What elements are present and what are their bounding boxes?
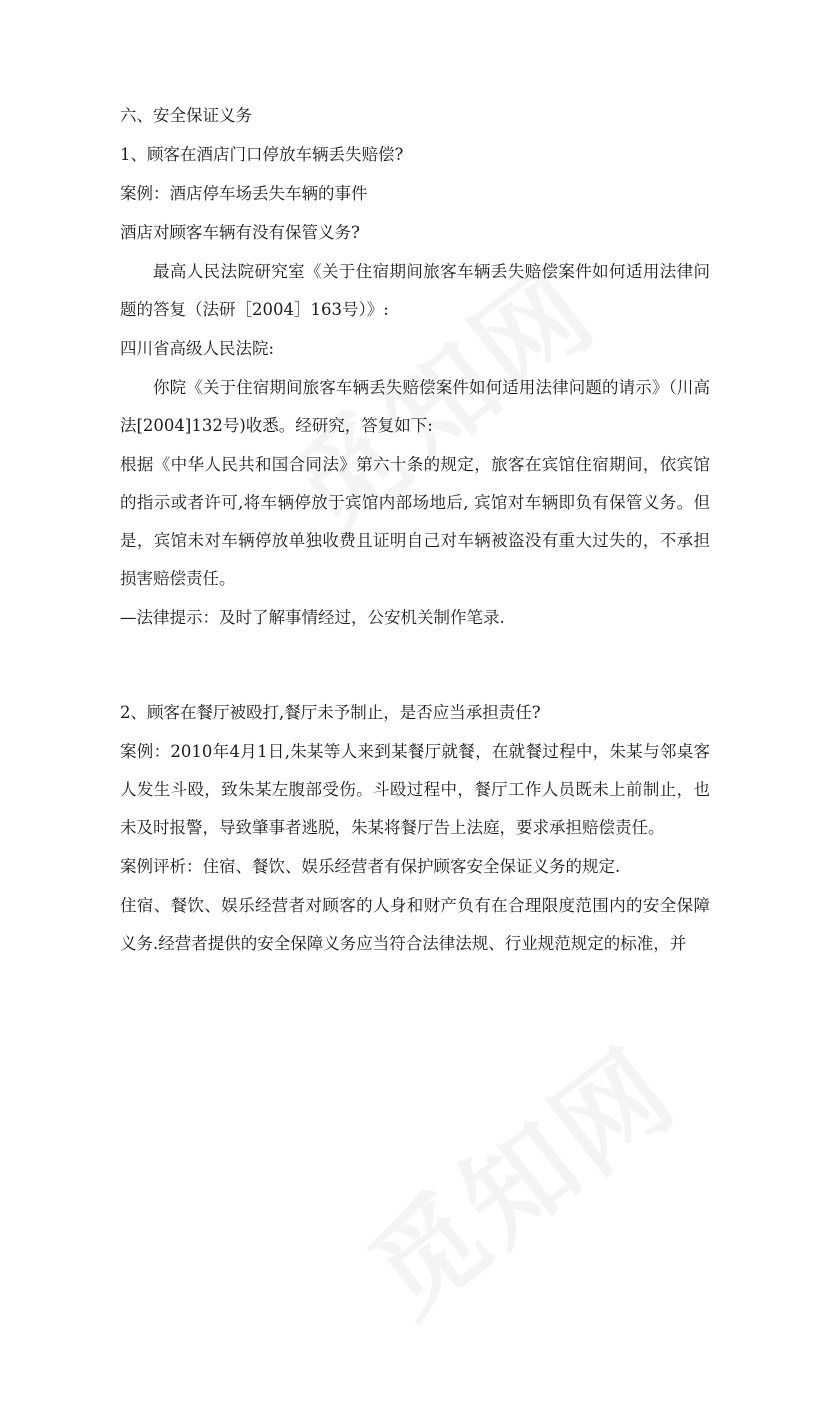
section-heading: 六、安全保证义务 xyxy=(120,106,252,125)
legal-tip: —法律提示：及时了解事情经过，公安机关制作笔录. xyxy=(120,608,505,627)
case-2-rule: 住宿、餐饮、娱乐经营者对顾客的人身和财产负有在合理限度范围内的安全保障义务.经营者提供的安全保障义务应当符合法律法规、行业规范规定的标准，并 xyxy=(120,896,710,953)
question-2: 2、顾客在餐厅被殴打,餐厅未予制止，是否应当承担责任? xyxy=(120,703,541,722)
section-gap xyxy=(120,646,710,702)
watermark-bottom xyxy=(332,1035,728,1425)
reply-addressee: 四川省高级人民法院: xyxy=(120,339,275,358)
reply-intro: 你院《关于住宿期间旅客车辆丢失赔偿案件如何适用法律问题的请示》（川高法[2004]132号)收悉。经研究，答复如下: xyxy=(120,378,710,435)
question-1: 1、顾客在酒店门口停放车辆丢失赔偿? xyxy=(120,145,404,164)
case-2-body: 案例：2010年4月1日,朱某等人来到某餐厅就餐，在就餐过程中，朱某与邻桌客人发生斗殴，致朱某左腹部受伤。斗殴过程中，餐厅工作人员既未上前制止，也未及时报警，导致肇事者逃脱，朱某将餐厅告上法庭，要求承担赔偿责任。 xyxy=(120,742,710,837)
document-page xyxy=(120,105,710,972)
case-2-analysis: 案例评析：住宿、餐饮、娱乐经营者有保护顾客安全保证义务的规定. xyxy=(120,857,621,876)
case-1-title: 案例：酒店停车场丢失车辆的事件 xyxy=(120,184,368,203)
reply-body: 根据《中华人民共和国合同法》第六十条的规定，旅客在宾馆住宿期间，依宾馆的指示或者许可,将车辆停放于宾馆内部场地后, 宾馆对车辆即负有保管义务。但是，宾馆未对车辆停放单独收费且证明自己对车辆被盗没有重大过失的，不承担损害赔偿责任。 xyxy=(120,455,710,588)
case-1-question: 酒店对顾客车辆有没有保管义务? xyxy=(120,223,360,242)
reply-source: 最高人民法院研究室《关于住宿期间旅客车辆丢失赔偿案件如何适用法律问题的答复（法研［2004］163号）》: xyxy=(120,262,710,319)
